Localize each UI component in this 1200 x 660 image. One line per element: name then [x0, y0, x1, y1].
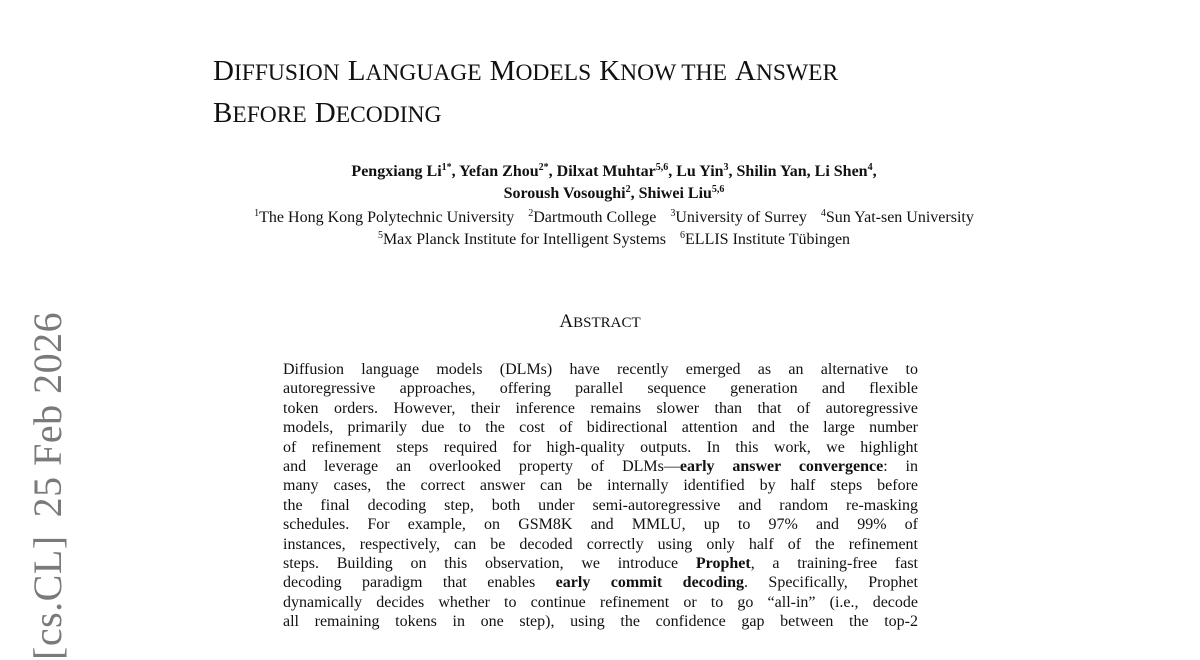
paper-title: [213, 50, 1033, 134]
abstract-line: [283, 379, 918, 398]
arxiv-category: [cs.CL]: [25, 535, 70, 660]
abstract-line: [283, 573, 918, 592]
abstract-line: [283, 457, 918, 476]
abstract-text: decoding paradigm that enables: [283, 574, 556, 592]
title-word: DIFFUSION: [213, 55, 340, 87]
title-word: KNOW THE: [599, 55, 727, 87]
title-word: LANGUAGE: [347, 55, 482, 87]
abstract-heading: ABSTRACT: [559, 311, 641, 332]
abstract-text: and leverage an overlooked property of DLMs—: [283, 458, 680, 476]
abstract-text: , a training-free fast: [750, 555, 918, 573]
arxiv-date: 25 Feb 2026: [25, 311, 70, 518]
abstract-line: [283, 554, 918, 573]
affiliation: $^2$Dartmouth College: [528, 208, 657, 226]
abstract-text: many cases, the correct answer can be internally identified by half steps before: [283, 477, 918, 495]
arxiv-side-stamp: [24, 312, 71, 660]
abstract-text: steps. Building on this observation, we introduce: [283, 555, 696, 573]
abstract-text: of refinement steps required for high-quality outputs. In this work, we highlight: [283, 438, 918, 456]
title-line-1: [213, 50, 1033, 92]
abstract-text: . Specifically, Prophet: [744, 574, 918, 592]
author: Lu Yin$^3$,: [676, 162, 737, 180]
abstract-text: autoregressive approaches, offering parallel sequence generation and flexible: [283, 380, 918, 398]
author-list: [0, 161, 1200, 205]
abstract-line: [283, 593, 918, 612]
title-word: BEFORE: [213, 97, 307, 129]
author: Yefan Zhou$^{2*}$,: [459, 162, 557, 180]
abstract-line: [283, 496, 918, 515]
abstract-text: instances, respectively, can be decoded correctly using only half of the refinement: [283, 535, 918, 553]
abstract-line: [283, 360, 918, 379]
affiliation-line-2: [0, 229, 1200, 251]
author: Shilin Yan,: [736, 163, 815, 180]
author: Shiwei Liu$^{5,6}$: [638, 184, 725, 202]
affiliation: $^4$Sun Yat-sen University: [820, 208, 974, 226]
affiliation: $^1$The Hong Kong Polytechnic University: [254, 208, 515, 226]
author: Soroush Vosoughi$^2$,: [503, 184, 639, 202]
title-word: MODELS: [489, 55, 592, 87]
affiliation-line-1: [0, 207, 1200, 229]
abstract-text: token orders. However, their inference remains slower than that of autoregressive: [283, 399, 918, 417]
abstract-body: [283, 360, 918, 632]
abstract-line: [283, 418, 918, 437]
abstract-text: dynamically decides whether to continue refinement or to go “all-in” (i.e., decode: [283, 593, 918, 611]
abstract-text: all remaining tokens in one step), using the confidence gap between the top-2: [283, 613, 918, 631]
title-line-2: [213, 92, 1033, 134]
abstract-line: [283, 438, 918, 457]
abstract-line: [283, 476, 918, 495]
abstract-emphasis: early commit decoding: [555, 574, 745, 592]
affiliation: $^5$Max Planck Institute for Intelligent Systems: [377, 230, 667, 248]
author-line-1: [0, 161, 1200, 183]
abstract-line: [283, 535, 918, 554]
abstract-text: Diffusion language models (DLMs) have recently emerged as an alternative to: [283, 361, 918, 378]
abstract-text: schedules. For example, on GSM8K and MMLU, up to 97% and 99% of: [283, 516, 918, 534]
author: Dilxat Muhtar$^{5,6}$,: [556, 162, 677, 180]
abstract-emphasis: early answer convergence: [679, 458, 884, 476]
abstract-text: : in: [883, 458, 918, 476]
abstract-line: [283, 612, 918, 631]
author: Pengxiang $Li^{1*}$,: [351, 162, 460, 180]
abstract-line: [283, 515, 918, 534]
affiliation: $^3$University of Surrey: [670, 208, 807, 226]
abstract-emphasis: Prophet: [695, 555, 751, 573]
title-word: ANSWER: [734, 55, 839, 87]
abstract-text: the final decoding step, both under semi-autoregressive and random re-masking: [283, 496, 918, 514]
author-line-2: [0, 183, 1200, 205]
author: Li Shen$^4$,: [814, 162, 877, 180]
abstract-line: [283, 399, 918, 418]
abstract-text: models, primarily due to the cost of bidirectional attention and the large number: [283, 419, 918, 437]
title-word: DECODING: [314, 97, 442, 129]
affiliation-list: [0, 207, 1200, 251]
affiliation: $^6$ELLIS Institute Tübingen: [680, 230, 851, 248]
